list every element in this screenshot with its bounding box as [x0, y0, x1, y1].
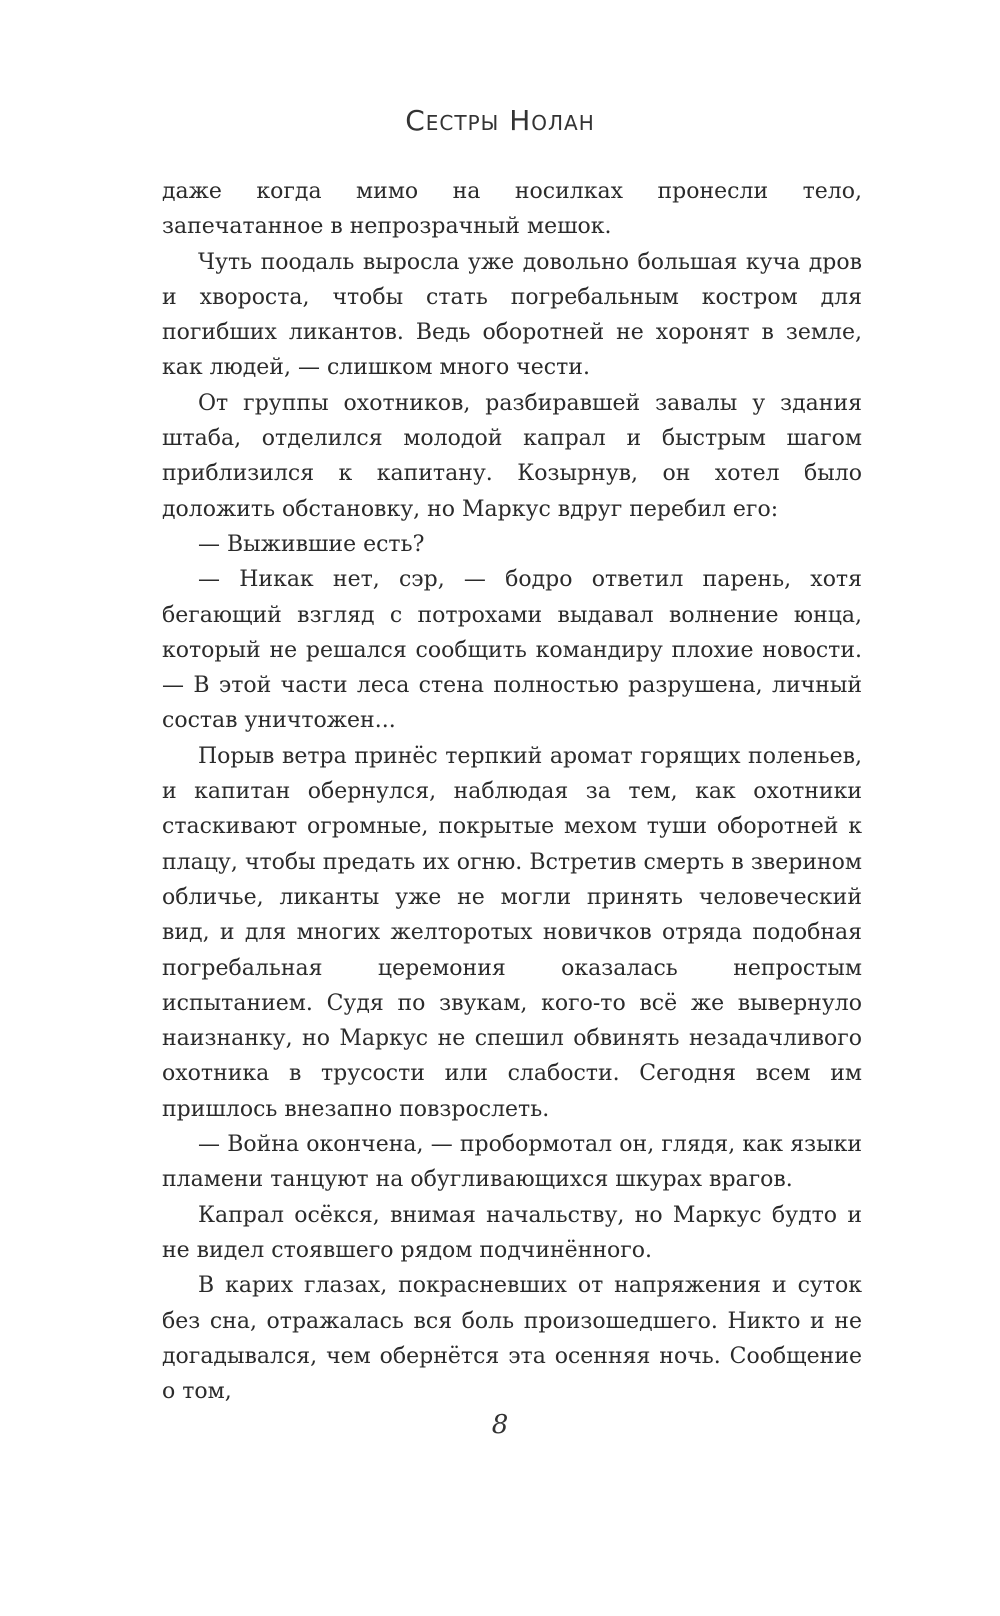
paragraph: От группы охотников, разбиравшей завалы у здания штаба, отделился молодой капрал и быстрым шагом приблизился к капитану. Козырнув, он хотел было доложить обстановку, но Маркус вдруг перебил его: [162, 390, 862, 522]
dialogue-line: — Выжившие есть? [198, 531, 425, 557]
paragraph: Капрал осёкся, внимая начальству, но Маркус будто и не видел стоявшего рядом подчинённого. [162, 1202, 862, 1263]
page-number: 8 [491, 1410, 509, 1440]
paragraph: Порыв ветра принёс терпкий аромат горящих поленьев, и капитан обернулся, наблюдая за тем, как охотники стаскивают огромные, покрытые мехом туши оборотней к плацу, чтобы предать их огню. Встретив смерть в зверином обличье, ликанты уже не могли принять человеческий вид, и для многих желторотых новичков отряда подобная погребальная церемония оказалась непростым испытанием. Судя по звукам, кого-то всё же вывернуло наизнанку, но Маркус не спешил обвинять незадачливого охотника в трусости или слабости. Сегодня всем им пришлось внезапно повзрослеть. [162, 743, 862, 1122]
dialogue-line: — Война окончена, — пробормотал он, глядя, как языки пламени танцуют на обугливающихся шкурах врагов. [162, 1132, 862, 1193]
paragraph: даже когда мимо на носилках пронесли тело, запечатанное в непрозрачный мешок. [162, 179, 862, 240]
dialogue-line: — Никак нет, сэр, — бодро ответил парень, хотя бегающий взгляд с потрохами выдавал волнение юнца, который не решался сообщить командиру плохие новости. — В этой части леса стена полностью разрушена, личный состав уничтожен... [162, 567, 862, 734]
body-text [162, 174, 862, 1409]
paragraph: В карих глазах, покрасневших от напряжения и суток без сна, отражалась вся боль произошедшего. Никто и не догадывался, чем обернётся эта осенняя ночь. Сообщение о том, [162, 1273, 862, 1405]
running-head: Сестры Нолан [405, 104, 595, 137]
paragraph: Чуть поодаль выросла уже довольно большая куча дров и хвороста, чтобы стать погребальным костром для погибших ликантов. Ведь оборотней не хоронят в земле, как людей, — слишком много чести. [162, 249, 862, 381]
